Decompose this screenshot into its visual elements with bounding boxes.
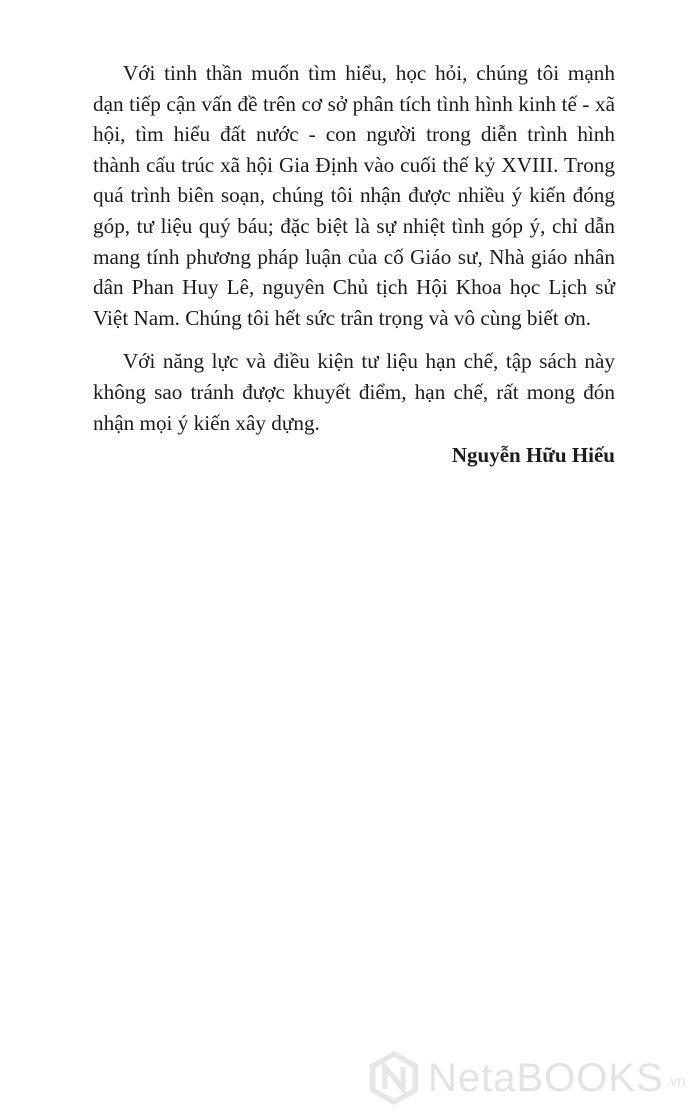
watermark-suffix: .vn — [665, 1073, 686, 1090]
watermark-text: NetaBOOKS — [428, 1056, 664, 1100]
body-text — [93, 58, 615, 438]
watermark — [366, 1048, 688, 1108]
author-signature: Nguyễn Hữu Hiếu — [451, 443, 615, 467]
netabooks-logo-icon — [366, 1048, 422, 1108]
paragraph-acknowledgement: Với tinh thần muốn tìm hiểu, học hỏi, chúng tôi mạnh dạn tiếp cận vấn đề trên cơ sở phân tích tình hình kinh tế - xã hội, tìm hiểu đất nước - con người trong diễn trình hình thành cấu trúc xã hội Gia Định vào cuối thế kỷ XVIII. Trong quá trình biên soạn, chúng tôi nhận được nhiều ý kiến đóng góp, tư liệu quý báu; đặc biệt là sự nhiệt tình góp ý, chỉ dẫn mang tính phương pháp luận của cố Giáo sư, Nhà giáo nhân dân Phan Huy Lê, nguyên Chủ tịch Hội Khoa học Lịch sử Việt Nam. Chúng tôi hết sức trân trọng và vô cùng biết ơn. — [93, 61, 615, 330]
paragraph-closing: Với năng lực và điều kiện tư liệu hạn chế, tập sách này không sao tránh được khuyết điểm, hạn chế, rất mong đón nhận mọi ý kiến xây dựng. — [93, 349, 615, 435]
